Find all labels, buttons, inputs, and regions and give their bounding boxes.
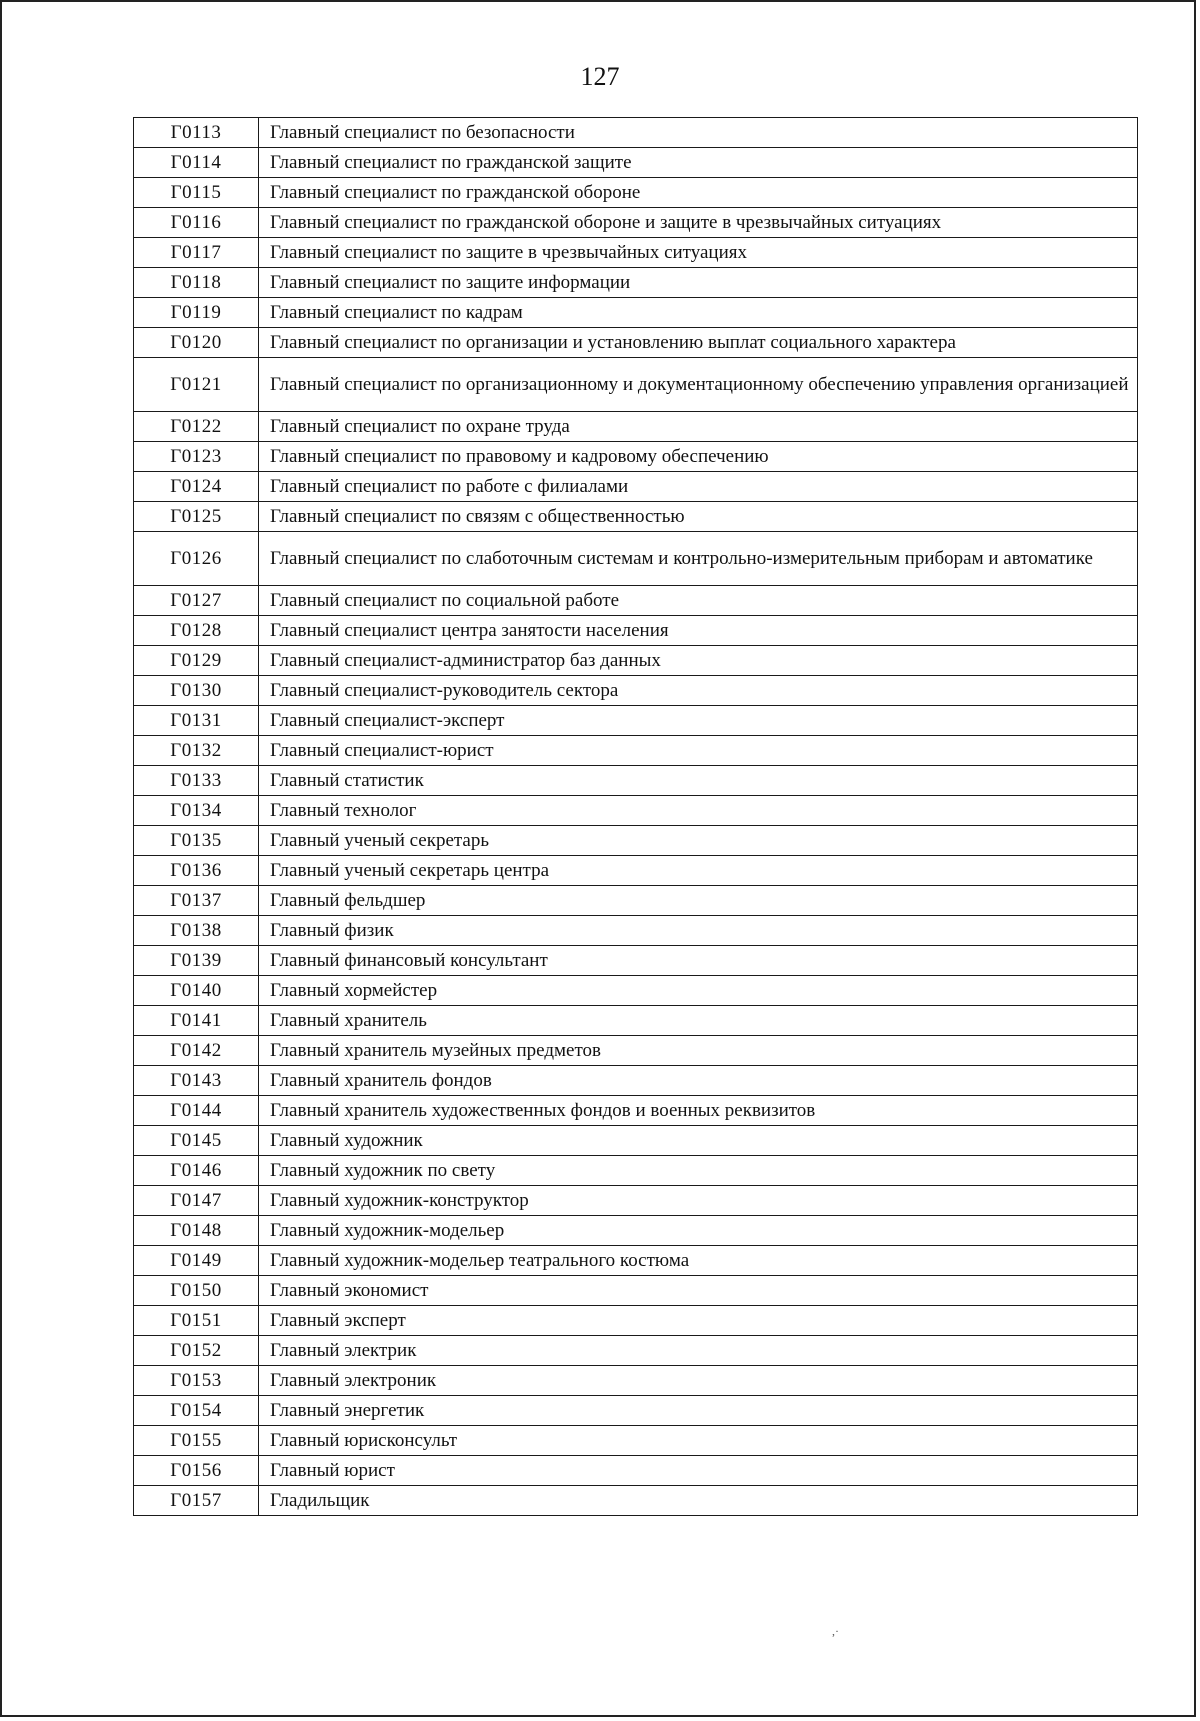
occupation-title: Главный финансовый консультант: [259, 946, 1138, 976]
occupation-title: Главный хранитель музейных предметов: [259, 1036, 1138, 1066]
occupation-code: Г0152: [134, 1336, 259, 1366]
occupation-code: Г0151: [134, 1306, 259, 1336]
table-row: [134, 1066, 1138, 1096]
table-row: [134, 676, 1138, 706]
occupation-code: Г0146: [134, 1156, 259, 1186]
occupation-code: Г0129: [134, 646, 259, 676]
occupation-title: Главный хранитель фондов: [259, 1066, 1138, 1096]
occupation-code: Г0133: [134, 766, 259, 796]
occupation-title: Главный экономист: [259, 1276, 1138, 1306]
table-row: [134, 208, 1138, 238]
occupation-title: Главный эксперт: [259, 1306, 1138, 1336]
scan-speck: ,·: [832, 1624, 839, 1638]
occupation-title: Главный хормейстер: [259, 976, 1138, 1006]
occupation-code: Г0114: [134, 148, 259, 178]
occupation-title: Главный специалист-юрист: [259, 736, 1138, 766]
occupation-code: Г0155: [134, 1426, 259, 1456]
table-row: [134, 298, 1138, 328]
table-row: [134, 1096, 1138, 1126]
occupation-code: Г0131: [134, 706, 259, 736]
occupation-title: Главный ученый секретарь центра: [259, 856, 1138, 886]
occupation-title: Главный специалист по организации и установлению выплат социального характера: [259, 328, 1138, 358]
occupation-code: Г0134: [134, 796, 259, 826]
occupation-code: Г0130: [134, 676, 259, 706]
table-row: [134, 1036, 1138, 1066]
table-row: [134, 1126, 1138, 1156]
table-row: [134, 1366, 1138, 1396]
occupation-title: Главный специалист по гражданской обороне: [259, 178, 1138, 208]
occupation-code: Г0154: [134, 1396, 259, 1426]
table-row: [134, 1216, 1138, 1246]
occupation-code: Г0137: [134, 886, 259, 916]
table-row: [134, 946, 1138, 976]
occupation-code: Г0135: [134, 826, 259, 856]
occupation-title: Главный специалист по организационному и документационному обеспечению управления организацией: [259, 358, 1138, 412]
occupation-title: Главный специалист центра занятости населения: [259, 616, 1138, 646]
occupation-code: Г0157: [134, 1486, 259, 1516]
occupation-code: Г0136: [134, 856, 259, 886]
occupation-code: Г0117: [134, 238, 259, 268]
table-row: [134, 118, 1138, 148]
occupation-title: Главный ученый секретарь: [259, 826, 1138, 856]
occupation-code: Г0123: [134, 442, 259, 472]
table-row: [134, 706, 1138, 736]
occupation-title: Главный специалист по защите информации: [259, 268, 1138, 298]
occupation-title: Главный физик: [259, 916, 1138, 946]
occupation-code: Г0145: [134, 1126, 259, 1156]
occupation-title: Главный художник-конструктор: [259, 1186, 1138, 1216]
table-row: [134, 916, 1138, 946]
table-row: [134, 886, 1138, 916]
table-row: [134, 1426, 1138, 1456]
occupation-code: Г0150: [134, 1276, 259, 1306]
occupation-code: Г0119: [134, 298, 259, 328]
occupation-title: Главный специалист по социальной работе: [259, 586, 1138, 616]
occupation-code: Г0141: [134, 1006, 259, 1036]
occupation-title: Главный специалист по кадрам: [259, 298, 1138, 328]
occupation-table: [133, 117, 1138, 1516]
occupation-code: Г0121: [134, 358, 259, 412]
table-row: [134, 1396, 1138, 1426]
table-row: [134, 328, 1138, 358]
occupation-title: Главный специалист по защите в чрезвычайных ситуациях: [259, 238, 1138, 268]
occupation-code: Г0148: [134, 1216, 259, 1246]
table-row: [134, 646, 1138, 676]
occupation-code: Г0118: [134, 268, 259, 298]
occupation-title: Главный специалист по правовому и кадровому обеспечению: [259, 442, 1138, 472]
table-row: [134, 796, 1138, 826]
occupation-code: Г0122: [134, 412, 259, 442]
occupation-code: Г0115: [134, 178, 259, 208]
occupation-code: Г0124: [134, 472, 259, 502]
occupation-title: Главный специалист-администратор баз данных: [259, 646, 1138, 676]
occupation-code: Г0153: [134, 1366, 259, 1396]
occupation-code: Г0156: [134, 1456, 259, 1486]
occupation-title: Главный специалист по охране труда: [259, 412, 1138, 442]
occupation-title: Главный специалист-руководитель сектора: [259, 676, 1138, 706]
table-row: [134, 472, 1138, 502]
occupation-title: Главный технолог: [259, 796, 1138, 826]
occupation-title: Главный электроник: [259, 1366, 1138, 1396]
occupation-title: Главный статистик: [259, 766, 1138, 796]
occupation-title: Главный художник-модельер: [259, 1216, 1138, 1246]
occupation-table-body: [134, 118, 1138, 1516]
table-row: [134, 1246, 1138, 1276]
table-row: [134, 1306, 1138, 1336]
table-row: [134, 502, 1138, 532]
occupation-code: Г0140: [134, 976, 259, 1006]
occupation-code: Г0116: [134, 208, 259, 238]
occupation-code: Г0126: [134, 532, 259, 586]
occupation-title: Главный художник-модельер театрального костюма: [259, 1246, 1138, 1276]
occupation-title: Главный фельдшер: [259, 886, 1138, 916]
occupation-title: Главный хранитель художественных фондов и военных реквизитов: [259, 1096, 1138, 1126]
occupation-title: Главный специалист-эксперт: [259, 706, 1138, 736]
table-row: [134, 1006, 1138, 1036]
occupation-title: Главный специалист по связям с общественностью: [259, 502, 1138, 532]
table-row: [134, 532, 1138, 586]
occupation-code: Г0125: [134, 502, 259, 532]
occupation-code: Г0120: [134, 328, 259, 358]
table-row: [134, 1486, 1138, 1516]
table-row: [134, 1336, 1138, 1366]
occupation-code: Г0142: [134, 1036, 259, 1066]
table-row: [134, 358, 1138, 412]
occupation-code: Г0138: [134, 916, 259, 946]
occupation-title: Главный электрик: [259, 1336, 1138, 1366]
occupation-code: Г0144: [134, 1096, 259, 1126]
table-row: [134, 826, 1138, 856]
page-number: 127: [580, 62, 620, 91]
table-row: [134, 1276, 1138, 1306]
table-row: [134, 268, 1138, 298]
table-row: [134, 1186, 1138, 1216]
occupation-title: Главный хранитель: [259, 1006, 1138, 1036]
occupation-title: Главный специалист по гражданской обороне и защите в чрезвычайных ситуациях: [259, 208, 1138, 238]
table-row: [134, 412, 1138, 442]
table-row: [134, 1456, 1138, 1486]
occupation-code: Г0147: [134, 1186, 259, 1216]
table-row: [134, 1156, 1138, 1186]
occupation-code: Г0143: [134, 1066, 259, 1096]
occupation-title: Главный художник по свету: [259, 1156, 1138, 1186]
occupation-code: Г0139: [134, 946, 259, 976]
occupation-code: Г0132: [134, 736, 259, 766]
occupation-title: Главный специалист по безопасности: [259, 118, 1138, 148]
occupation-title: Главный специалист по работе с филиалами: [259, 472, 1138, 502]
table-row: [134, 736, 1138, 766]
occupation-code: Г0149: [134, 1246, 259, 1276]
table-row: [134, 616, 1138, 646]
occupation-title: Главный юрисконсульт: [259, 1426, 1138, 1456]
table-row: [134, 442, 1138, 472]
table-row: [134, 586, 1138, 616]
table-row: [134, 976, 1138, 1006]
table-row: [134, 766, 1138, 796]
occupation-code: Г0113: [134, 118, 259, 148]
table-row: [134, 856, 1138, 886]
occupation-title: Главный юрист: [259, 1456, 1138, 1486]
occupation-title: Главный энергетик: [259, 1396, 1138, 1426]
table-row: [134, 238, 1138, 268]
occupation-code: Г0127: [134, 586, 259, 616]
occupation-title: Гладильщик: [259, 1486, 1138, 1516]
occupation-title: Главный специалист по гражданской защите: [259, 148, 1138, 178]
table-row: [134, 148, 1138, 178]
occupation-code: Г0128: [134, 616, 259, 646]
occupation-title: Главный художник: [259, 1126, 1138, 1156]
occupation-title: Главный специалист по слаботочным системам и контрольно-измерительным приборам и автоматике: [259, 532, 1138, 586]
table-row: [134, 178, 1138, 208]
